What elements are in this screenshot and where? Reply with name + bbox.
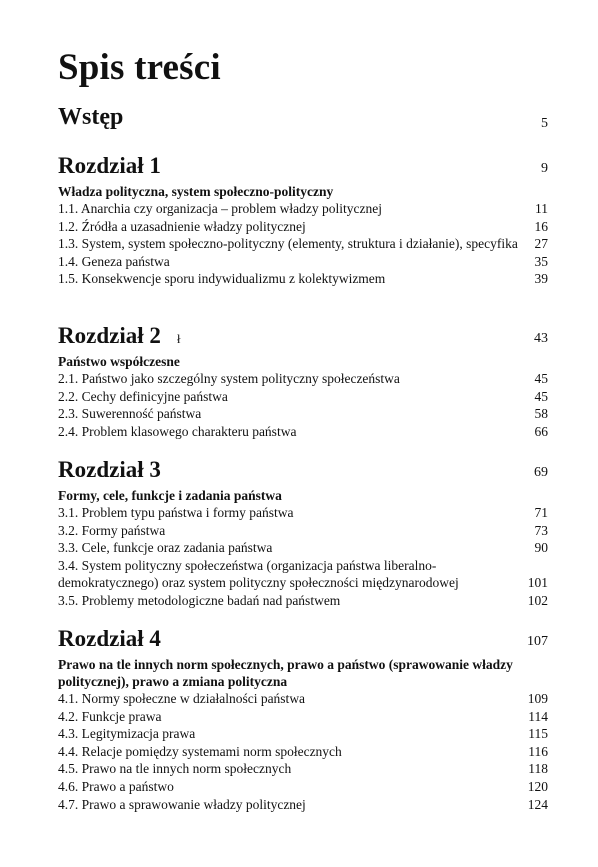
chapter-4 (58, 626, 548, 813)
entry-page-number: 45 (534, 388, 548, 404)
chapter-entries (58, 504, 548, 610)
entry-text: 1.1. Anarchia czy organizacja – problem władzy politycznej (58, 201, 382, 216)
entry-page-number: 102 (527, 592, 548, 608)
entry-text: 4.3. Legitymizacja prawa (58, 726, 196, 742)
entry-text: 2.4. Problem klasowego charakteru państwa (58, 423, 297, 439)
entry-text: 1.5. Konsekwencje sporu indywidualizmu z kolektywizmem (58, 271, 386, 287)
intro-heading (58, 104, 548, 136)
entry-text: 4.2. Funkcje prawa (58, 708, 162, 724)
entry-text: 1.4. Geneza państwa (58, 253, 170, 269)
entry-text: 4.7. Prawo a sprawowanie władzy politycznej (58, 796, 306, 812)
toc-entry (58, 270, 548, 288)
toc-entry (58, 725, 548, 743)
entry-page-number: 109 (527, 691, 548, 706)
chapter-subtitle: Władza polityczna, system społeczno-polityczny (58, 184, 334, 199)
chapter-subtitle: Państwo współczesne (58, 354, 180, 369)
toc-entry (58, 388, 548, 406)
entry-text: 4.1. Normy społeczne w działalności państwa (58, 691, 306, 706)
chapter-subtitle: Prawo na tle innych norm społecznych, prawo a państwo (sprawowanie władzy politycznej), prawo a zmiana polityczna (58, 657, 513, 689)
entry-text: 2.3. Suwerenność państwa (58, 406, 202, 422)
entry-text: 3.5. Problemy metodologiczne badań nad państwem (58, 592, 341, 608)
entry-text: 4.5. Prawo na tle innych norm społecznych (58, 761, 292, 777)
entry-page-number: 115 (528, 726, 548, 742)
entry-text: 3.2. Formy państwa (58, 522, 166, 538)
toc-entry (58, 235, 548, 253)
entry-text: 1.3. System, system społeczno-polityczny (elementy, struktura i działanie), specyfika (58, 236, 518, 252)
entry-page-number: 120 (527, 778, 548, 794)
chapter-label-text: Rozdział 2 (58, 323, 161, 348)
toc-entry (58, 557, 548, 592)
entry-page-number: 16 (534, 218, 548, 234)
toc-entry (58, 690, 548, 708)
chapter-heading (58, 153, 548, 179)
page-title: Spis treści (58, 47, 221, 88)
toc-entry (58, 592, 548, 610)
toc-entry (58, 423, 548, 441)
entry-page-number: 11 (535, 201, 548, 216)
chapter-subtitle: Formy, cele, funkcje i zadania państwa (58, 488, 282, 503)
entry-page-number: 101 (527, 575, 548, 591)
toc-entry (58, 504, 548, 522)
entry-page-number: 66 (534, 423, 548, 439)
entry-page-number: 90 (534, 540, 548, 556)
entry-text: 3.3. Cele, funkcje oraz zadania państwa (58, 540, 273, 556)
entry-page-number: 58 (534, 406, 548, 422)
entry-text: 2.1. Państwo jako szczególny system polityczny społeczeństwa (58, 371, 400, 386)
toc-entry (58, 253, 548, 271)
pencil-mark-icon: ł (176, 331, 181, 346)
entry-text: 2.2. Cechy definicyjne państwa (58, 388, 228, 404)
chapter-1 (58, 153, 548, 288)
chapter-heading (58, 323, 548, 349)
toc-entry (58, 522, 548, 540)
entry-page-number: 114 (528, 708, 548, 724)
chapter-entries (58, 690, 548, 813)
entry-text: 3.1. Problem typu państwa i formy państwa (58, 505, 294, 520)
entry-page-number: 45 (534, 371, 548, 386)
toc-entry (58, 218, 548, 236)
chapter-heading (58, 626, 548, 652)
entry-text: 4.4. Relacje pomiędzy systemami norm społecznych (58, 743, 342, 759)
entry-text: 3.4. System polityczny społeczeństwa (organizacja państwa liberalno-demokratycznego) oraz system polityczny społeczności międzynarodowej (58, 557, 459, 591)
chapter-heading (58, 457, 548, 483)
entry-page-number: 118 (528, 761, 548, 777)
toc-entry (58, 778, 548, 796)
entry-page-number: 27 (534, 236, 548, 252)
chapter-label: Rozdział 3 (58, 457, 161, 482)
chapter-page-number: 69 (534, 465, 548, 480)
toc-entry (58, 370, 548, 388)
chapter-page-number: 107 (527, 634, 548, 649)
chapter-label: Rozdział 1 (58, 153, 161, 178)
chapter-entries (58, 370, 548, 440)
intro-page-number: 5 (541, 116, 548, 131)
entry-page-number: 35 (534, 253, 548, 269)
toc-entry (58, 760, 548, 778)
entry-page-number: 39 (534, 271, 548, 287)
entry-page-number: 73 (534, 522, 548, 538)
toc-entry (58, 708, 548, 726)
toc-entry (58, 200, 548, 218)
chapter-entries (58, 200, 548, 288)
chapter-2 (58, 323, 548, 440)
entry-text: 1.2. Źródła a uzasadnienie władzy politycznej (58, 218, 306, 234)
entry-text: 4.6. Prawo a państwo (58, 778, 174, 794)
toc-entry (58, 796, 548, 814)
chapter-label (58, 323, 180, 349)
toc-entry (58, 405, 548, 423)
entry-page-number: 71 (534, 505, 548, 520)
entry-page-number: 116 (528, 743, 548, 759)
toc-entry (58, 539, 548, 557)
chapter-label: Rozdział 4 (58, 626, 161, 651)
chapter-3 (58, 457, 548, 610)
entry-page-number: 124 (527, 796, 548, 812)
intro-label: Wstęp (58, 104, 124, 130)
toc-entry (58, 743, 548, 761)
chapter-page-number: 9 (541, 161, 548, 176)
chapter-page-number: 43 (534, 331, 548, 346)
